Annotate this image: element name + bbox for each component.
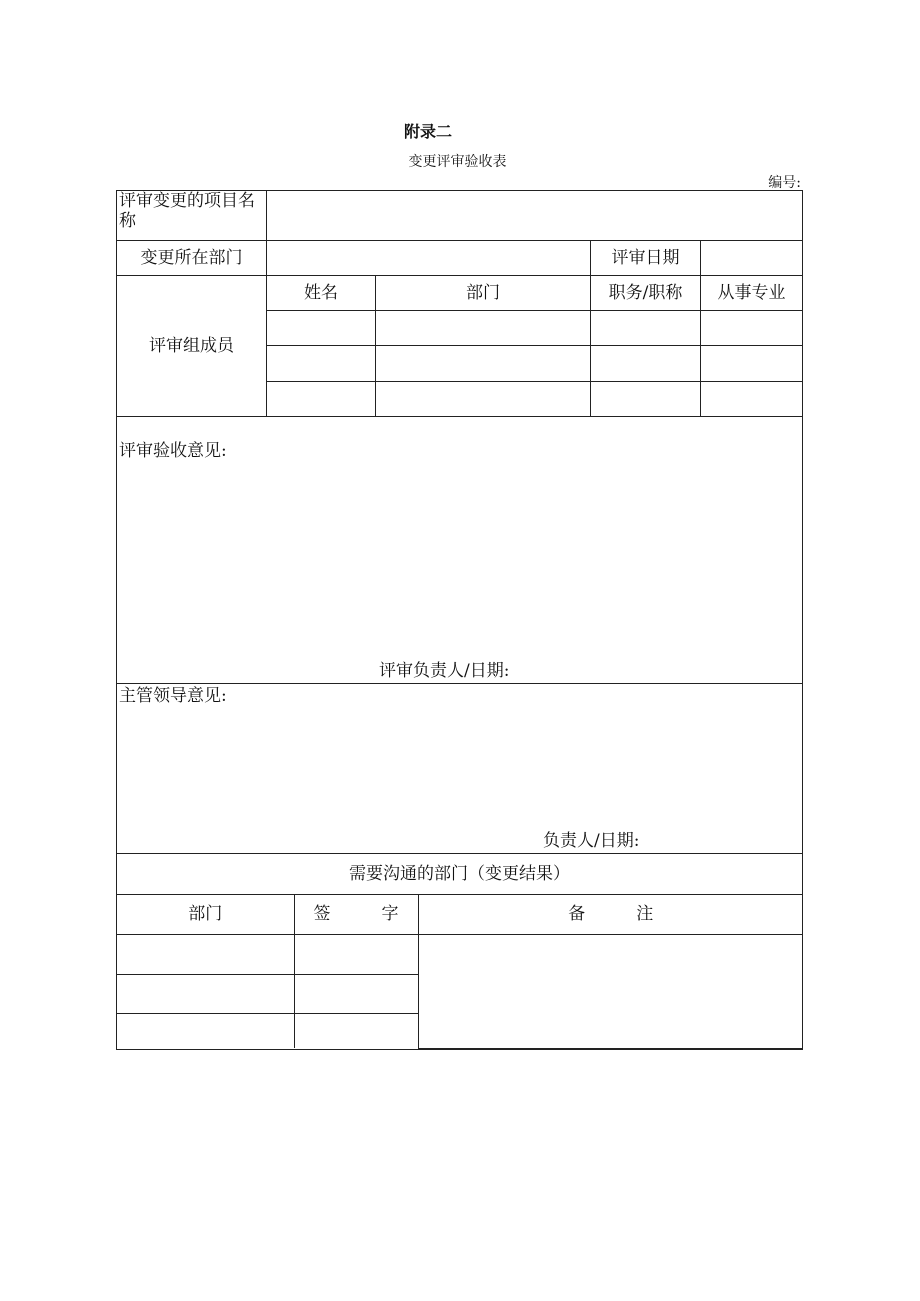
member-cell[interactable] — [701, 311, 803, 346]
member-cell[interactable] — [376, 382, 591, 417]
member-cell[interactable] — [701, 382, 803, 417]
dept-field[interactable] — [267, 241, 591, 276]
project-name-label: 评审变更的项目名称 — [117, 191, 267, 241]
review-form-table — [116, 190, 803, 1050]
appendix-title: 附录二 — [403, 122, 452, 141]
comm-table-cell — [117, 895, 803, 1050]
member-cell[interactable] — [376, 311, 591, 346]
comm-dept-cell[interactable] — [117, 974, 294, 1013]
members-label: 评审组成员 — [117, 276, 267, 417]
review-opinion-section[interactable] — [117, 417, 803, 684]
member-header-name: 姓名 — [267, 276, 376, 311]
comm-sign-cell[interactable] — [294, 1013, 418, 1048]
comm-section-label: 需要沟通的部门（变更结果） — [117, 854, 803, 895]
leader-sign-label: 负责人/日期: — [543, 831, 640, 851]
review-date-label: 评审日期 — [591, 241, 701, 276]
member-cell[interactable] — [591, 311, 701, 346]
comm-header-remark: 备 注 — [418, 895, 803, 934]
comm-dept-cell[interactable] — [117, 1013, 294, 1048]
comm-header-dept: 部门 — [117, 895, 294, 934]
member-header-specialty: 从事专业 — [701, 276, 803, 311]
dept-label: 变更所在部门 — [117, 241, 267, 276]
project-name-field[interactable] — [267, 191, 803, 241]
review-opinion-label: 评审验收意见: — [119, 441, 227, 461]
comm-sign-cell[interactable] — [294, 934, 418, 974]
serial-number-label: 编号: — [768, 175, 801, 191]
member-cell[interactable] — [591, 346, 701, 382]
member-header-dept: 部门 — [376, 276, 591, 311]
review-sign-label: 评审负责人/日期: — [379, 661, 510, 681]
member-cell[interactable] — [591, 382, 701, 417]
member-cell[interactable] — [376, 346, 591, 382]
leader-opinion-section[interactable] — [117, 684, 803, 854]
comm-header-sign: 签 字 — [294, 895, 418, 934]
comm-remark-cell[interactable] — [418, 934, 803, 1048]
review-date-field[interactable] — [701, 241, 803, 276]
member-cell[interactable] — [267, 346, 376, 382]
comm-dept-cell[interactable] — [117, 934, 294, 974]
member-header-title: 职务/职称 — [591, 276, 701, 311]
member-cell[interactable] — [701, 346, 803, 382]
member-cell[interactable] — [267, 311, 376, 346]
comm-sign-cell[interactable] — [294, 974, 418, 1013]
member-cell[interactable] — [267, 382, 376, 417]
comm-table — [117, 895, 803, 1049]
leader-opinion-label: 主管领导意见: — [119, 686, 227, 706]
form-title: 变更评审验收表 — [408, 154, 507, 170]
